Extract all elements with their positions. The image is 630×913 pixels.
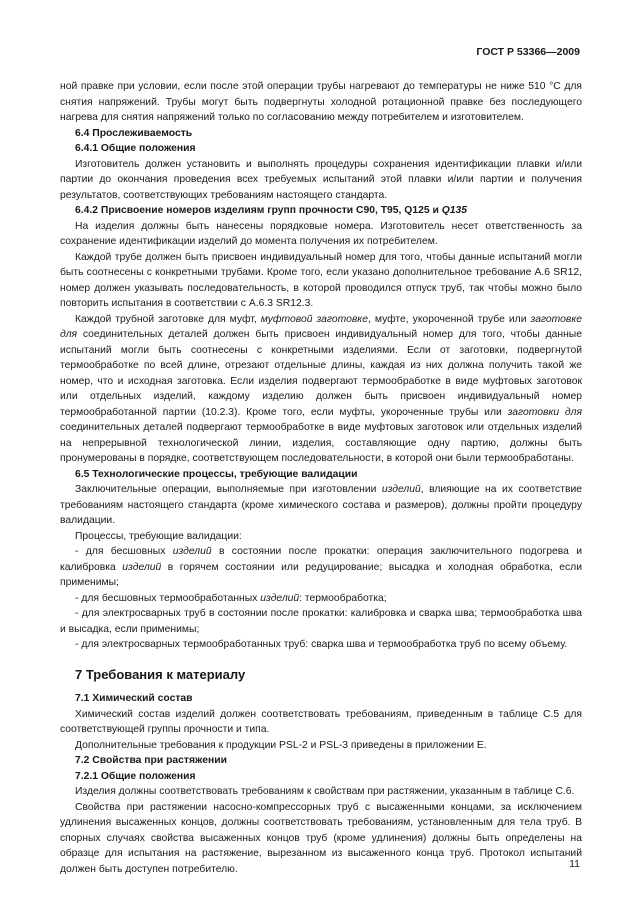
list-item: - для электросварных труб в состоянии после прокатки: калибровка и сварка шва; термообработка шва и высадка, если применимы; — [60, 608, 582, 635]
list-item: - для бесшовных термообработанных изделий: термообработка; — [75, 592, 387, 604]
paragraph: Каждой трубе должен быть присвоен индивидуальный номер для того, чтобы данные испытаний могли быть соотнесены с конкретными трубами. Кроме того, если указано дополнительное требование А.6 SR12, номер должен указывать последовательность, в которой проводился отпуск труб, так чтобы можно было повторить испытания в соответствии с А.6.3 SR12.3. — [60, 251, 582, 309]
section-heading-6-4-1: 6.4.1 Общие положения — [75, 143, 196, 154]
paragraph: Каждой трубной заготовке для муфт, муфтовой заготовке, муфте, укороченной трубе или заготовке для соединительных деталей должен быть присвоен индивидуальный номер для того, чтобы данные испытаний могли быть соотнесены с конкретными изделиями. Если от заготовки, подвергнутой термообработке по всей длине, отрезают отдельные длины, каждая из них должна получить такой же номер, что и исходная заготовка. Если изделия подвергают термообработке в виде муфтовых заготовок или отдельных изделий, каждому изделию должен быть присвоен индивидуальный номер термообработанной партии (10.2.3). Кроме того, если муфты, укороченные трубы или заготовки для соединительных деталей подвергают термообработке в виде муфтовых заготовок или отдельных изделий на непрерывной технологической линии, изделия, составляющие одну партию, должны быть пронумерованы в порядке, соответствующем последовательности, в которой они были термообработаны. — [60, 313, 583, 464]
standard-header: ГОСТ Р 53366—2009 — [476, 46, 580, 58]
paragraph: Изготовитель должен установить и выполнять процедуры сохранения идентификации плавки и/или партии до окончания проведения всех требуемых испытаний этой плавки и/или партии и получения результатов, соответствующих требованиям настоящего стандарта. — [60, 158, 582, 201]
section-heading-7-2-1: 7.2.1 Общие положения — [75, 770, 196, 782]
section-heading-6-4: 6.4 Прослеживаемость — [75, 127, 193, 139]
section-heading-7-2: 7.2 Свойства при растяжении — [75, 755, 227, 766]
section-heading-6-4-2: 6.4.2 Присвоение номеров изделиям групп прочности С90, Т95, Q125 и Q135 — [75, 205, 468, 216]
page-number: 11 — [569, 858, 580, 870]
paragraph: На изделия должны быть нанесены порядковые номера. Изготовитель несет ответственность за сохранение идентификации изделий до момента получения их потребителем. — [60, 220, 582, 247]
paragraph: Свойства при растяжении насосно-компрессорных труб с высаженными концами, за исключением удлинения высаженных концов, должны соответствовать требованиям, установленным для тела труб. В спорных случаях свойства высаженных концов труб (кроме удлинения) должны быть определены на образце для испытания на растяжение, вырезанном из высаженного конца труб. Протокол испытаний должен быть доступен потребителю. — [60, 801, 582, 875]
list-item: - для бесшовных изделий в состоянии после прокатки: операция заключительного подогрева и калибровка изделий в горячем состоянии или редуцирование; высадка и холодная обработка, если применимы; — [60, 546, 582, 588]
paragraph: Химический состав изделий должен соответствовать требованиям, приведенным в таблице С.5 для соответствующей группы прочности и типа. — [60, 708, 582, 735]
paragraph: Дополнительные требования к продукции PSL-2 и PSL-3 приведены в приложении Е. — [75, 739, 487, 751]
section-heading-6-5: 6.5 Технологические процессы, требующие валидации — [75, 468, 358, 480]
section-heading-7: 7 Требования к материалу — [75, 666, 246, 682]
paragraph: Изделия должны соответствовать требованиям к свойствам при растяжении, указанным в таблице С.6. — [75, 786, 575, 797]
paragraph: Заключительные операции, выполняемые при изготовлении изделий, влияющие на их соответствие требованиям настоящего стандарта (кроме химического состава и размеров), должны пройти процедуру валидации. — [60, 484, 582, 526]
section-heading-7-1: 7.1 Химический состав — [75, 693, 193, 704]
paragraph: ной правке при условии, если после этой операции трубы нагревают до температуры не ниже 510 °С для снятия напряжений. Трубы могут быть подвергнуты холодной ротационной правке без последующего нагрева для снятия напряжений только по согласованию между потребителем и изготовителем. — [60, 81, 582, 123]
paragraph: Процессы, требующие валидации: — [75, 530, 242, 542]
document-body — [60, 79, 582, 877]
list-item: - для электросварных термообработанных труб: сварка шва и термообработка труб по всему объему. — [75, 639, 568, 650]
